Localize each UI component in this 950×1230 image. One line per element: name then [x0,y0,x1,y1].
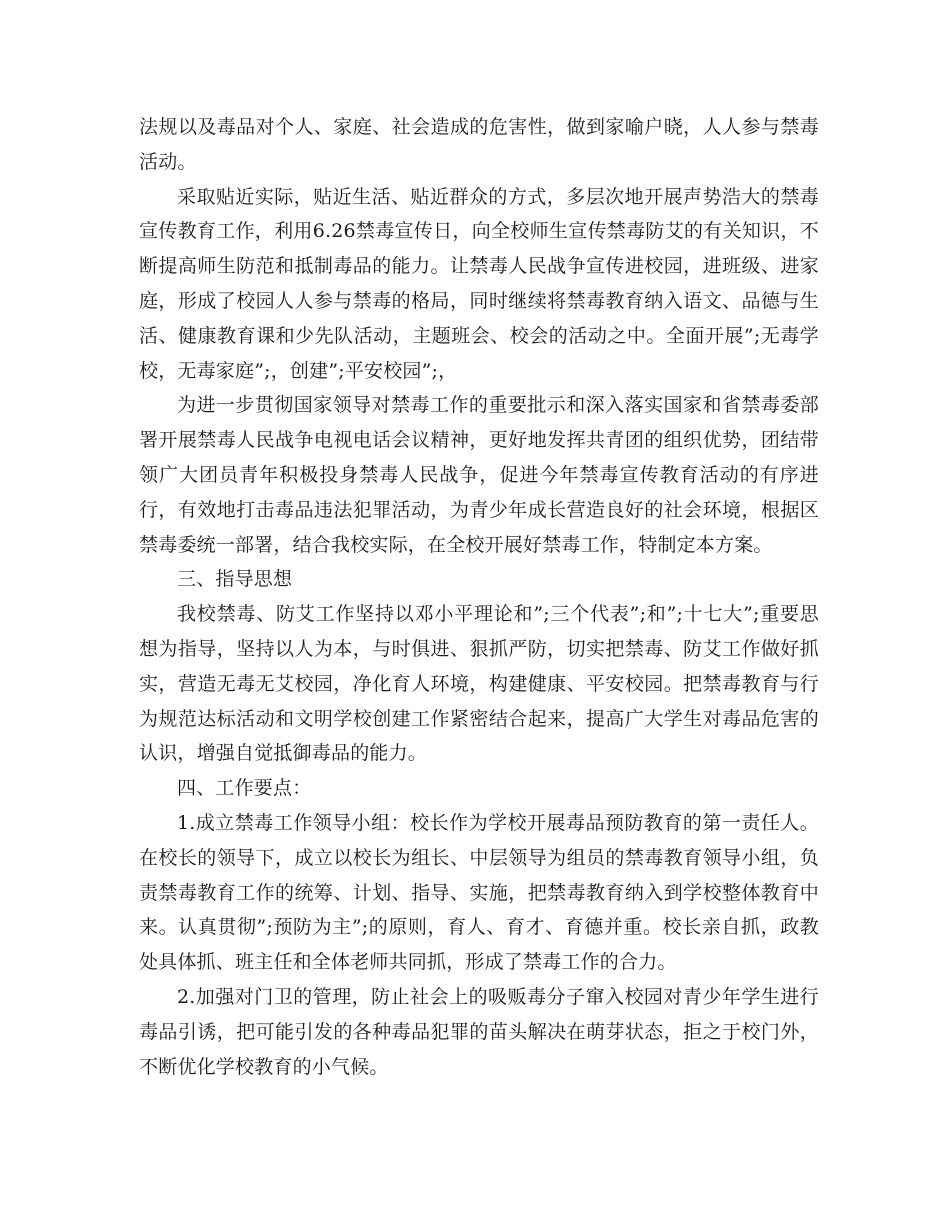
document-body [139,110,819,1084]
paragraph-guiding-ideology: 我校禁毒、防艾工作坚持以邓小平理论和”;三个代表”;和”;十七大”;重要思想为指导，坚持以人为本，与时俱进、狠抓严防，切实把禁毒、防艾工作做好抓实，营造无毒无艾校园，净化育人环境，构建健康、平安校园。把禁毒教育与行为规范达标活动和文明学校创建工作紧密结合起来，提高广大学生对毒品危害的认识，增强自觉抵御毒品的能力。 [139,603,819,765]
paragraph-point-2: 2.加强对门卫的管理，防止社会上的吸贩毒分子窜入校园对青少年学生进行毒品引诱，把可能引发的各种毒品犯罪的苗头解决在萌芽状态，拒之于校门外，不断优化学校教育的小气候。 [139,985,819,1078]
section-heading-work-points: 四、工作要点： [177,777,312,800]
paragraph-propaganda: 采取贴近实际，贴近生活、贴近群众的方式，多层次地开展声势浩大的禁毒宣传教育工作，利用6.26禁毒宣传日，向全校师生宣传禁毒防艾的有关知识，不断提高师生防范和抵制毒品的能力。让禁毒人民战争宣传进校园，进班级、进家庭，形成了校园人人参与禁毒的格局，同时继续将禁毒教育纳入语文、品德与生活、健康教育课和少先队活动，主题班会、校会的活动之中。全面开展”;无毒学校，无毒家庭”;，创建”;平安校园”;， [139,185,819,382]
paragraph-purpose: 为进一步贯彻国家领导对禁毒工作的重要批示和深入落实国家和省禁毒委部署开展禁毒人民战争电视电话会议精神，更好地发挥共青团的组织优势，团结带领广大团员青年积极投身禁毒人民战争，促进今年禁毒宣传教育活动的有序进行，有效地打击毒品违法犯罪活动，为青少年成长营造良好的社会环境，根据区禁毒委统一部署，结合我校实际，在全校开展好禁毒工作，特制定本方案。 [139,394,819,556]
paragraph-point-1: 1.成立禁毒工作领导小组：校长作为学校开展毒品预防教育的第一责任人。在校长的领导下，成立以校长为组长、中层领导为组员的禁毒教育领导小组，负责禁毒教育工作的统筹、计划、指导、实施，把禁毒教育纳入到学校整体教育中来。认真贯彻”;预防为主”;的原则，育人、育才、育德并重。校长亲自抓，政教处具体抓、班主任和全体老师共同抓，形成了禁毒工作的合力。 [139,811,819,974]
section-heading-guiding-ideology: 三、指导思想 [177,568,293,591]
paragraph-continuation: 法规以及毒品对个人、家庭、社会造成的危害性，做到家喻户晓，人人参与禁毒活动。 [139,116,819,173]
